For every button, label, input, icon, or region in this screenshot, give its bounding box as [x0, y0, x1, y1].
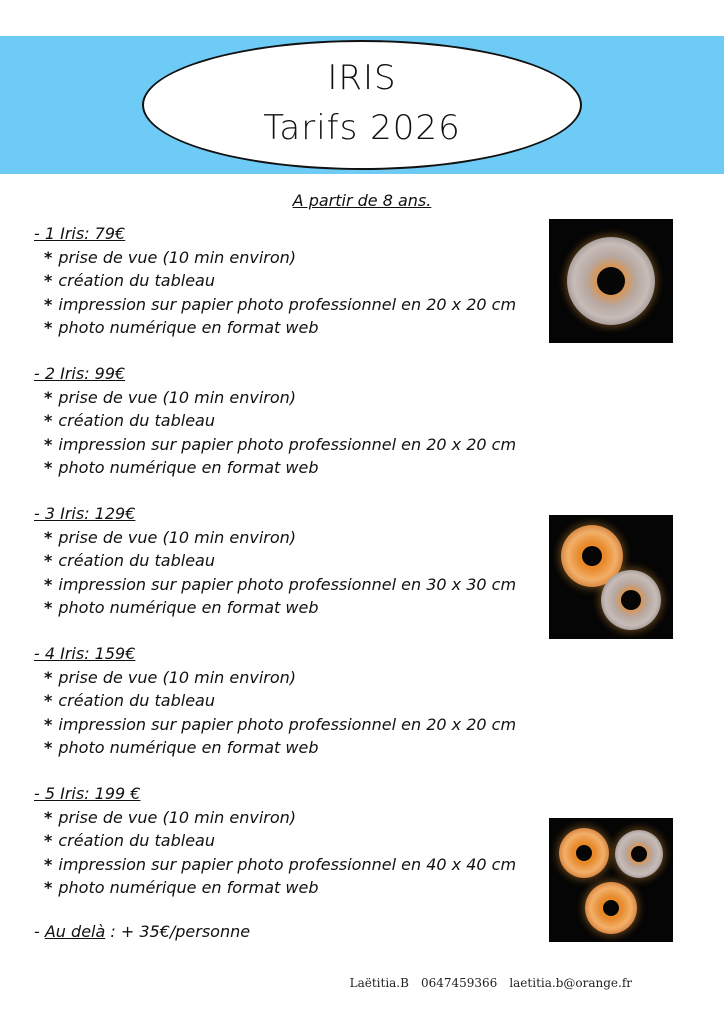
asterisk-icon: *	[44, 831, 53, 851]
iris-photo-duo	[549, 515, 673, 639]
extra-label: Au delà	[44, 922, 106, 941]
asterisk-icon: *	[44, 248, 53, 267]
offer-4	[34, 642, 516, 759]
feature-list	[34, 246, 516, 339]
asterisk-icon: *	[44, 271, 53, 291]
asterisk-icon: *	[44, 294, 53, 314]
contact-phone: 0647459366	[420, 976, 498, 990]
feature-item: * prise de vue (10 min environ)	[44, 388, 297, 407]
offer-title: - 2 Iris: 99€	[34, 364, 126, 383]
asterisk-icon: *	[44, 574, 53, 594]
feature-item: * impression sur papier photo professionnel en 40 x 40 cm	[44, 854, 517, 874]
age-notice: A partir de 8 ans.	[292, 191, 432, 210]
asterisk-icon: *	[44, 737, 53, 757]
asterisk-icon: *	[44, 668, 53, 687]
asterisk-icon: *	[44, 808, 53, 827]
asterisk-icon: *	[44, 691, 53, 711]
contact-email: laetitia.b@orange.fr	[509, 976, 632, 990]
asterisk-icon: *	[44, 434, 53, 454]
feature-item: * prise de vue (10 min environ)	[44, 668, 297, 687]
feature-item: * impression sur papier photo professionnel en 20 x 20 cm	[44, 434, 517, 454]
offer-title: - 5 Iris: 199 €	[34, 784, 141, 803]
feature-item: * prise de vue (10 min environ)	[44, 528, 297, 547]
offer-title: - 4 Iris: 159€	[34, 644, 136, 663]
asterisk-icon: *	[44, 528, 53, 547]
feature-item: * création du tableau	[44, 271, 215, 291]
feature-item: * photo numérique en format web	[44, 877, 319, 897]
offer-5	[34, 782, 516, 899]
feature-item: * prise de vue (10 min environ)	[44, 808, 297, 827]
iris-eye-icon	[567, 237, 655, 325]
contact-name: Laëtitia.B	[349, 976, 409, 990]
feature-list	[34, 806, 516, 899]
iris-eye-icon	[585, 882, 637, 934]
asterisk-icon: *	[44, 854, 53, 874]
asterisk-icon: *	[44, 411, 53, 431]
iris-eye-icon	[615, 830, 663, 878]
offer-3	[34, 502, 516, 619]
feature-item: * photo numérique en format web	[44, 737, 319, 757]
feature-item: * création du tableau	[44, 691, 215, 711]
iris-eye-icon	[559, 828, 609, 878]
asterisk-icon: *	[44, 457, 53, 477]
feature-item: * impression sur papier photo professionnel en 30 x 30 cm	[44, 574, 517, 594]
asterisk-icon: *	[44, 317, 53, 337]
asterisk-icon: *	[44, 877, 53, 897]
asterisk-icon: *	[44, 597, 53, 617]
asterisk-icon: *	[44, 714, 53, 734]
feature-list	[34, 386, 516, 479]
feature-item: * photo numérique en format web	[44, 457, 319, 477]
iris-photo-trio	[549, 818, 673, 942]
feature-item: * photo numérique en format web	[44, 317, 319, 337]
feature-item: * création du tableau	[44, 551, 215, 571]
offer-title: - 1 Iris: 79€	[34, 224, 126, 243]
feature-list	[34, 526, 516, 619]
iris-photo-single	[549, 219, 673, 343]
offer-title: - 3 Iris: 129€	[34, 504, 136, 523]
feature-item: * prise de vue (10 min environ)	[44, 248, 297, 267]
feature-item: * photo numérique en format web	[44, 597, 319, 617]
iris-eye-icon	[601, 570, 661, 630]
page-subtitle-year: Tarifs 2026	[263, 108, 461, 148]
offer-1	[34, 222, 516, 339]
feature-item: * création du tableau	[44, 411, 215, 431]
feature-list	[34, 666, 516, 759]
feature-item: * impression sur papier photo professionnel en 20 x 20 cm	[44, 714, 517, 734]
contact-footer	[350, 976, 632, 990]
feature-item: * création du tableau	[44, 831, 215, 851]
asterisk-icon: *	[44, 388, 53, 407]
asterisk-icon: *	[44, 551, 53, 571]
page-title: IRIS	[327, 58, 397, 98]
offer-2	[34, 362, 516, 479]
feature-item: * impression sur papier photo professionnel en 20 x 20 cm	[44, 294, 517, 314]
extra-person-price: - Au delà : + 35€/personne	[34, 922, 251, 941]
